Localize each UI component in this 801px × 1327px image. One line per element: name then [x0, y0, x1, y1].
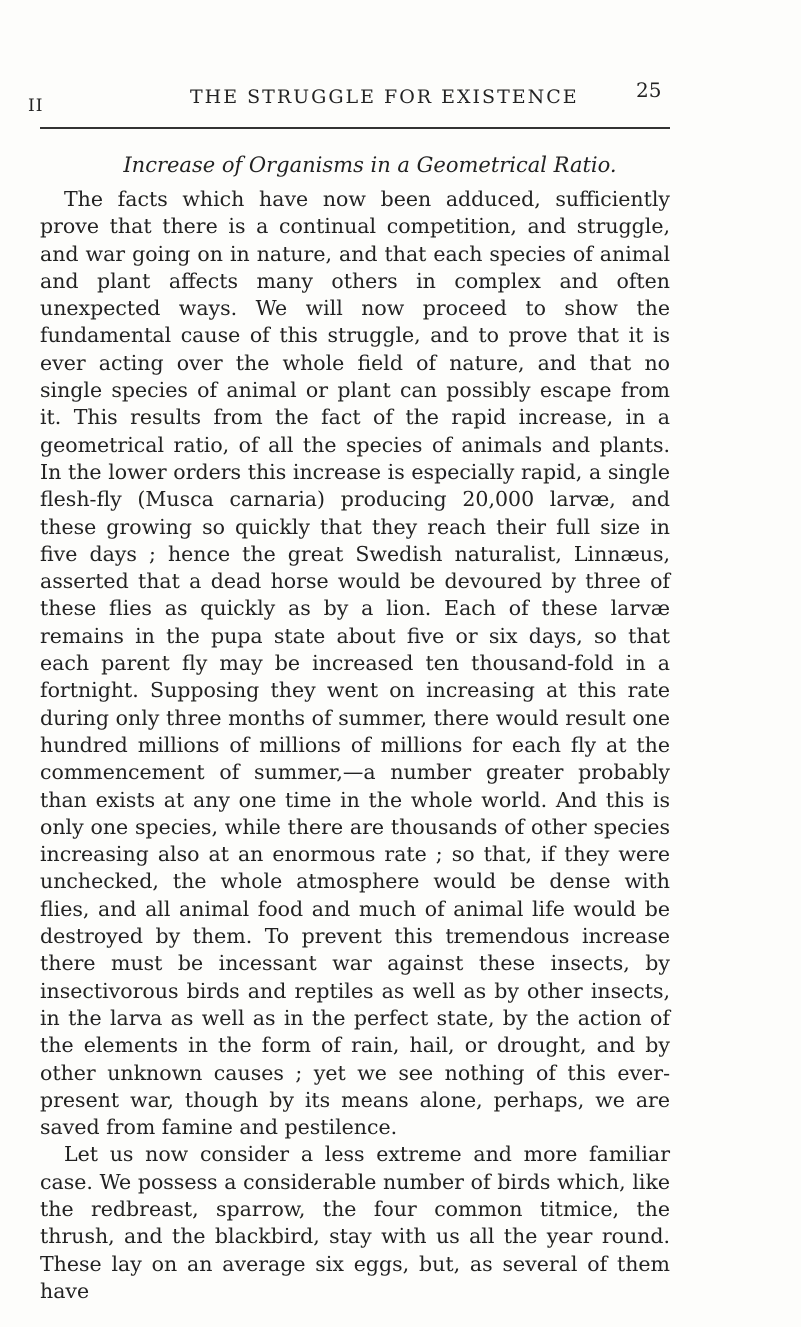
- running-head-title: THE STRUGGLE FOR EXISTENCE: [190, 86, 579, 108]
- body-text: [40, 150, 670, 1305]
- paragraph-2: Let us now consider a less extreme and more familiar case. We possess a considerable number of birds which, like the redbreast, sparrow, the four common titmice, the thrush, and the blackbird, stay with us all the year round. These lay on an average six eggs, but, as several of them have: [40, 1142, 670, 1303]
- running-head: [0, 78, 801, 118]
- section-title: Increase of Organisms in a Geometrical Ratio.: [123, 153, 617, 177]
- header-rule: [40, 127, 670, 129]
- chapter-number: II: [28, 96, 44, 116]
- paragraph-1: The facts which have now been adduced, sufficiently prove that there is a continual competition, and struggle, and war going on in nature, and that each species of animal and plant affects many others in complex and often unexpected ways. We will now proceed to show the fundamental cause of this struggle, and to prove that it is ever acting over the whole field of nature, and that no single species of animal or plant can possibly escape from it. This results from the fact of the rapid increase, in a geometrical ratio, of all the species of animals and plants. In the lower orders this increase is especially rapid, a single flesh-fly (Musca carnaria) producing 20,000 larvæ, and these growing so quickly that they reach their full size in five days ; hence the great Swedish naturalist, Linnæus, asserted that a dead horse would be devoured by three of these flies as quickly as by a lion. Each of these larvæ remains in the pupa state about five or six days, so that each parent fly may be increased ten thousand-fold in a fortnight. Supposing they went on increasing at this rate during only three months of summer, there would result one hundred millions of millions of millions for each fly at the commencement of summer,—a number greater probably than exists at any one time in the whole world. And this is only one species, while there are thousands of other species increasing also at an enormous rate ; so that, if they were unchecked, the whole atmosphere would be dense with flies, and all animal food and much of animal life would be destroyed by them. To prevent this tremendous increase there must be incessant war against these insects, by insectivorous birds and reptiles as well as by other insects, in the larva as well as in the perfect state, by the action of the elements in the form of rain, hail, or drought, and by other unknown causes ; yet we see nothing of this ever-present war, though by its means alone, perhaps, we are saved from famine and pestilence.: [40, 187, 670, 1140]
- page-number: 25: [636, 78, 662, 102]
